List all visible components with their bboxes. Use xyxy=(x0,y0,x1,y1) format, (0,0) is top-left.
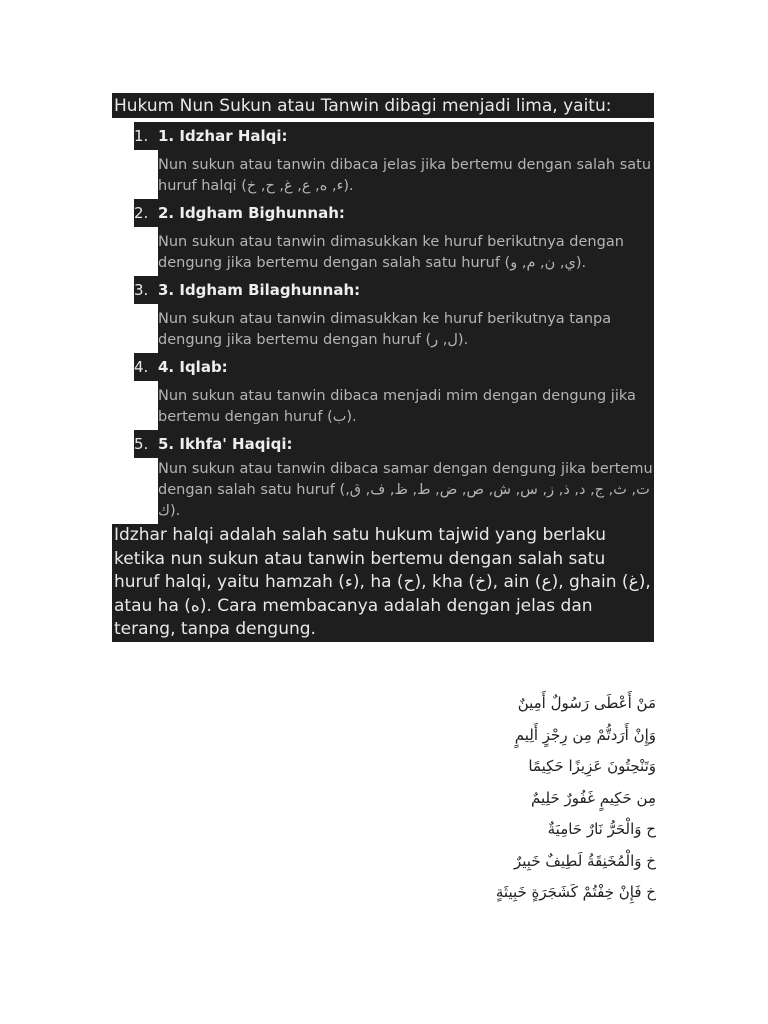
arabic-example-line: مَنْ أَعْطَى رَسُولٌ أَمِينٌ xyxy=(517,694,656,712)
arabic-examples xyxy=(256,688,656,909)
rule-item xyxy=(112,199,654,276)
rule-list xyxy=(112,122,654,524)
rule-title: 5. Ikhfa' Haqiqi: xyxy=(158,430,654,458)
rule-number: 5. xyxy=(134,430,158,458)
intro-text: Hukum Nun Sukun atau Tanwin dibagi menjadi lima, yaitu: xyxy=(112,93,654,118)
arabic-example-line: وَتَنْحِتُونَ عَزِيزًا حَكِيمًا xyxy=(528,757,656,775)
arabic-example-line: خ وَالْمُخَنِقَةُ لَطِيفٌ خَبِيرٌ xyxy=(513,851,656,870)
arabic-example-line: خ فَإِنْ خِفْتُمْ كَشَجَرَةٍ خَبِيثَةٍ xyxy=(495,883,656,901)
rule-description: Nun sukun atau tanwin dibaca menjadi mim dengan dengung jika bertemu dengan huruf (ب). xyxy=(158,381,654,430)
rule-item xyxy=(112,430,654,524)
idzhar-halqi-explanation: Idzhar halqi adalah salah satu hukum tajwid yang berlaku ketika nun sukun atau tanwin bertemu dengan salah satu huruf halqi, yaitu hamzah (ء), ha (ح), kha (خ), ain (ع), ghain (غ), atau ha (ه). Cara membacanya adalah dengan jelas dan terang, tanpa dengung. xyxy=(112,524,654,642)
rule-description: Nun sukun atau tanwin dibaca jelas jika bertemu dengan salah satu huruf halqi (ء, ه, ع, غ, ح, خ). xyxy=(158,150,654,199)
rule-number: 3. xyxy=(134,276,158,304)
rule-item xyxy=(112,353,654,430)
rule-description: Nun sukun atau tanwin dimasukkan ke huruf berikutnya tanpa dengung jika bertemu dengan huruf (ل, ر). xyxy=(158,304,654,353)
rule-description: Nun sukun atau tanwin dibaca samar dengan dengung jika bertemu dengan salah satu huruf (ت, ث, ج, د, ذ, ز, س, ش, ص, ض, ط, ظ, ف, ق, ك). xyxy=(158,458,654,524)
rule-number: 2. xyxy=(134,199,158,227)
rule-title: 4. Iqlab: xyxy=(158,353,654,381)
rule-title: 2. Idgham Bighunnah: xyxy=(158,199,654,227)
rule-description: Nun sukun atau tanwin dimasukkan ke huruf berikutnya dengan dengung jika bertemu dengan salah satu huruf (ي, ن, م, و). xyxy=(158,227,654,276)
rule-title: 1. Idzhar Halqi: xyxy=(158,122,654,150)
tajwid-article xyxy=(112,93,654,642)
arabic-example-line: وَإِنْ أَرَدتُّمْ مِن رِجْزٍ أَلِيمٍ xyxy=(514,725,656,744)
rule-item xyxy=(112,276,654,353)
rule-number: 4. xyxy=(134,353,158,381)
arabic-example-line: ح وَالْحَرُّ نَارٌ حَامِيَةٌ xyxy=(547,820,656,838)
rule-number: 1. xyxy=(134,122,158,150)
rule-title: 3. Idgham Bilaghunnah: xyxy=(158,276,654,304)
arabic-example-line: مِن حَكِيمٍ غَفُورٌ حَلِيمٌ xyxy=(531,788,656,807)
rule-item xyxy=(112,122,654,199)
